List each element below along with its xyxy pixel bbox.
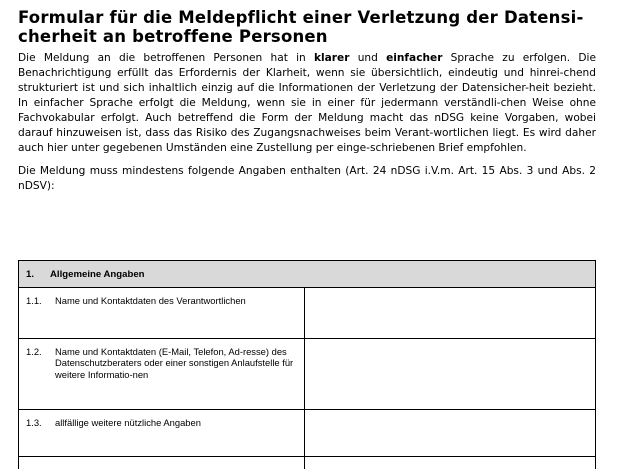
row-label-cell xyxy=(19,288,305,339)
dpo-contact-field[interactable] xyxy=(305,339,596,410)
document-page xyxy=(18,8,596,194)
row-number: 1.1. xyxy=(26,295,55,306)
requirement-paragraph: Die Meldung muss mindestens folgende Angaben enthalten (Art. 24 nDSG i.V.m. Art. 15 Abs. 3 und Abs. 2 nDSV): xyxy=(18,164,596,194)
section-number: 1. xyxy=(26,269,50,280)
additional-info-field[interactable] xyxy=(305,410,596,457)
document-title: Formular für die Meldepflicht einer Verletzung der Datensi-cherheit an betroffene Personen xyxy=(18,8,596,46)
intro-text-start: Die Meldung an die betroffenen Personen hat in xyxy=(18,52,314,64)
section-title: Allgemeine Angaben xyxy=(50,269,145,280)
table-row xyxy=(19,288,596,339)
intro-bold-klarer: klarer xyxy=(314,52,349,64)
row-label-cell xyxy=(19,410,305,457)
section-header-cell xyxy=(19,261,596,288)
intro-paragraph xyxy=(18,51,596,156)
intro-text-between: und xyxy=(349,52,386,64)
table-row xyxy=(19,410,596,457)
intro-text-rest: Sprache zu erfolgen. Die Benachrichtigung erfüllt das Erfordernis der Klarheit, wenn sie übersichtlich, eindeutig und hinrei-chend strukturiert ist und sich inhaltlich einzig auf die Informationen der Verletzung der Datensicher-heit bezieht. In einfacher Sprache erfolgt die Meldung, wenn sie in einer für jedermann verständli-chen Weise ohne Fachvokabular erfolgt. Auch betreffend die Form der Meldung macht das nDSG keine Vorgaben, wobei darauf hinzuweisen ist, dass das Risiko des Zugangsnachweises beim Verant-wortlichen liegt. Es wird daher auch hier unter gegebenen Umständen eine Zustellung per einge-schriebenen Brief empfohlen. xyxy=(18,52,596,154)
row-label: allfällige weitere nützliche Angaben xyxy=(55,417,298,428)
continuation-cell xyxy=(305,457,596,469)
table-row xyxy=(19,339,596,410)
row-number: 1.2. xyxy=(26,346,55,380)
intro-bold-einfacher: einfacher xyxy=(386,52,442,64)
table-row-continuation xyxy=(19,457,596,469)
controller-contact-field[interactable] xyxy=(305,288,596,339)
continuation-cell xyxy=(19,457,305,469)
row-label-cell xyxy=(19,339,305,410)
row-label: Name und Kontaktdaten (E-Mail, Telefon, Ad-resse) des Datenschutzberaters oder einer sonstigen Anlaufstelle für weitere Informatio-nen xyxy=(55,346,298,380)
form-table xyxy=(18,260,596,469)
section-header-row xyxy=(19,261,596,288)
row-label: Name und Kontaktdaten des Verantwortlichen xyxy=(55,295,298,306)
row-number: 1.3. xyxy=(26,417,55,428)
